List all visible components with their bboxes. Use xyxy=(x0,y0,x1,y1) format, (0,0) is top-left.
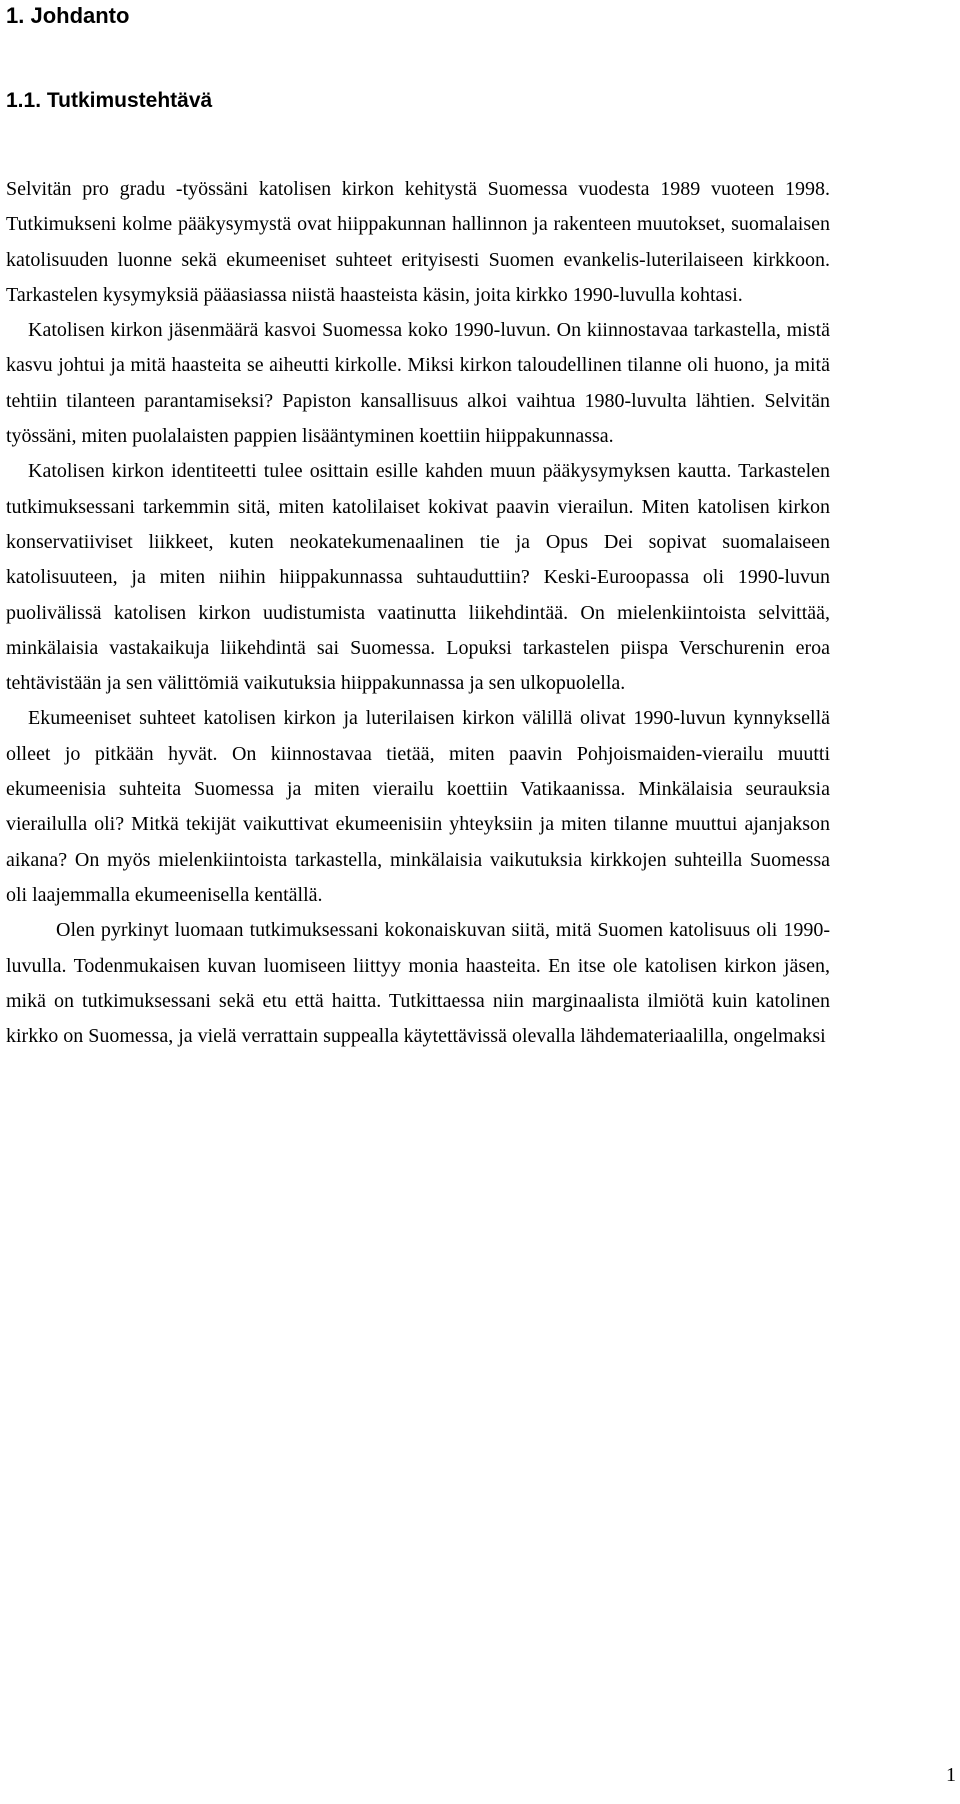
paragraph-3: Katolisen kirkon identiteetti tulee osittain esille kahden muun pääkysymyksen kautta. Tarkastelen tutkimuksessani tarkemmin sitä, miten katolilaiset kokivat paavin vierailun. Miten katolisen kirkon konservatiiviset liikkeet, kuten neokatekumenaalinen tie ja Opus Dei sopivat suomalaiseen katolisuuteen, ja miten niihin hiippakunnassa suhtauduttiin? Keski-Euroopassa oli 1990-luvun puolivälissä katolisen kirkon uudistumista vaatinutta liikehdintää. On mielenkiintoista selvittää, minkälaisia vastakaikuja liikehdintä sai Suomessa. Lopuksi tarkastelen piispa Verschurenin eroa tehtävistään ja sen välittömiä vaikutuksia hiippakunnassa ja sen ulkopuolella. xyxy=(6,460,830,695)
paragraph-2: Katolisen kirkon jäsenmäärä kasvoi Suomessa koko 1990-luvun. On kiinnostavaa tarkastella, mistä kasvu johtui ja mitä haasteita se aiheutti kirkolle. Miksi kirkon taloudellinen tilanne oli huono, ja mitä tehtiin tilanteen parantamiseksi? Papiston kansallisuus alkoi vaihtua 1980-luvulta lähtien. Selvitän työssäni, miten puolalaisten pappien lisääntyminen koettiin hiippakunnassa. xyxy=(6,319,830,448)
paragraph-5: Olen pyrkinyt luomaan tutkimuksessani kokonaiskuvan siitä, mitä Suomen katolisuus oli 1990-luvulla. Todenmukaisen kuvan luomiseen liittyy monia haasteita. En itse ole katolisen kirkon jäsen, mikä on tutkimuksessani sekä etu että haitta. Tutkittaessa niin marginaalista ilmiötä kuin katolinen kirkko on Suomessa, ja vielä verrattain suppealla käytettävissä olevalla lähdemateriaalilla, ongelmaksi xyxy=(6,919,830,1048)
paragraph-1: Selvitän pro gradu -työssäni katolisen kirkon kehitystä Suomessa vuodesta 1989 vuoteen 1998. Tutkimukseni kolme pääkysymystä ovat hiippakunnan hallinnon ja rakenteen muutokset, suomalaisen katolisuuden luonne sekä ekumeeniset suhteet erityisesti Suomen evankelis-luterilaiseen kirkkoon. Tarkastelen kysymyksiä pääasiassa niistä haasteista käsin, joita kirkko 1990-luvulla kohtasi. xyxy=(6,178,830,306)
section-heading: 1.1. Tutkimustehtävä xyxy=(6,89,213,112)
paragraph-4: Ekumeeniset suhteet katolisen kirkon ja luterilaisen kirkon välillä olivat 1990-luvun kynnyksellä olleet jo pitkään hyvät. On kiinnostavaa tietää, miten paavin Pohjoismaiden-vierailu muutti ekumeenisia suhteita Suomessa ja miten vierailu koettiin Vatikaanissa. Minkälaisia seurauksia vierailulla oli? Mitkä tekijät vaikuttivat ekumeenisiin yhteyksiin ja miten tilanne muuttui ajanjakson aikana? On myös mielenkiintoista tarkastella, minkälaisia vaikutuksia kirkkojen suhteilla Suomessa oli laajemmalla ekumeenisella kentällä. xyxy=(6,707,830,906)
body-text xyxy=(6,172,830,1054)
chapter-heading: 1. Johdanto xyxy=(6,3,130,28)
page-number: 1 xyxy=(946,1764,956,1786)
